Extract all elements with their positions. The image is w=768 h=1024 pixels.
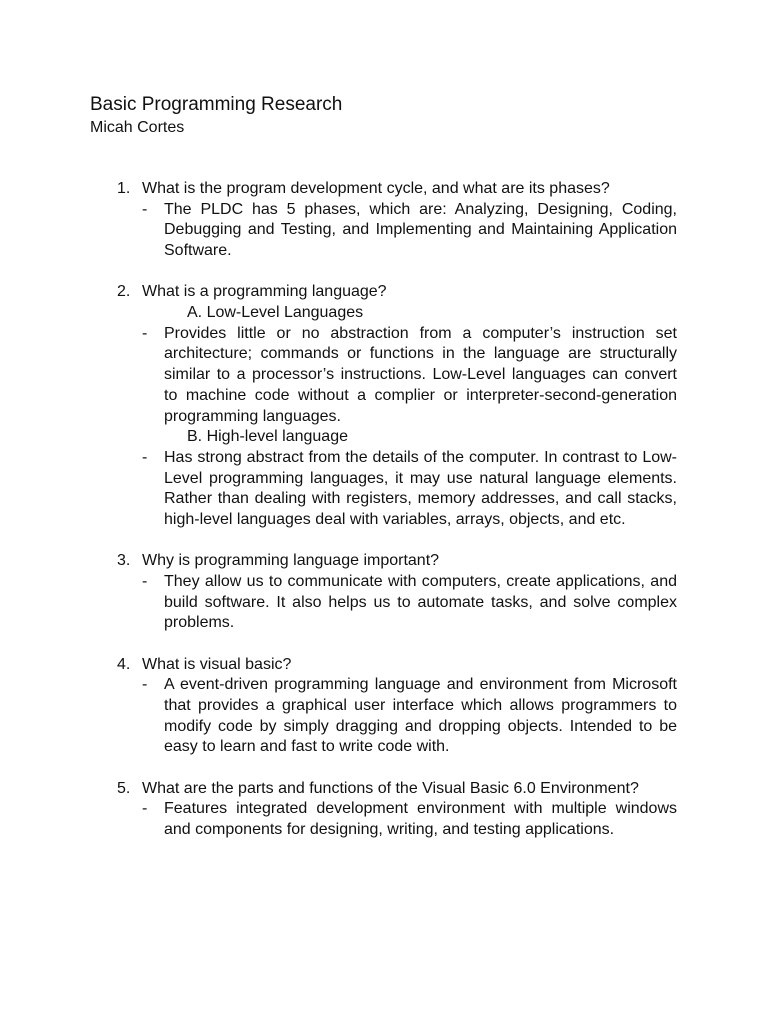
answer-high-level	[0, 448, 768, 531]
dash-bullet: -	[142, 200, 148, 218]
question-3	[0, 551, 768, 634]
question-2	[0, 282, 768, 530]
dash-bullet: -	[142, 676, 148, 694]
answer-text: The PLDC has 5 phases, which are: Analyzing, Designing, Coding, Debugging and Testing, and Implementing and Maintaining Application Software.	[164, 200, 677, 260]
answer	[0, 675, 768, 758]
answer-text: Provides little or no abstraction from a computer’s instruction set architecture; commands or functions in the language are structurally similar to a processor’s instructions. Low-Level languages can convert to machine code without a complier or interpreter-second-generation programming languages.	[164, 324, 677, 425]
answer	[0, 572, 768, 634]
question-5	[0, 779, 768, 841]
dash-bullet: -	[142, 800, 148, 818]
question-text: What is the program development cycle, and what are its phases?	[142, 180, 610, 197]
sub-heading-high-level: B. High-level language	[187, 428, 348, 446]
question-text: What are the parts and functions of the Visual Basic 6.0 Environment?	[142, 779, 639, 797]
answer-text: Has strong abstract from the details of the computer. In contrast to Low-Level programming languages, it may use natural language elements. Rather than dealing with registers, memory addresses, and call stacks, high-level languages deal with variables, arrays, objects, and etc.	[164, 448, 677, 529]
document-title: Basic Programming Research	[90, 94, 343, 115]
question-4	[0, 655, 768, 759]
answer-text: Features integrated development environment with multiple windows and components for designing, writing, and testing applications.	[164, 800, 677, 838]
dash-bullet: -	[142, 324, 148, 342]
question-text: What is visual basic?	[142, 655, 292, 673]
question-text: Why is programming language important?	[142, 552, 440, 570]
question-number: 3.	[117, 552, 131, 570]
sub-heading-low-level: A. Low-Level Languages	[187, 304, 364, 322]
question-list	[0, 179, 768, 861]
answer	[0, 799, 768, 840]
document-author: Micah Cortes	[90, 119, 185, 136]
question-1	[0, 179, 768, 262]
question-number: 2.	[117, 283, 131, 301]
question-number: 5.	[117, 779, 131, 797]
question-number: 4.	[117, 655, 131, 673]
answer-text: They allow us to communicate with computers, create applications, and build software. It also helps us to automate tasks, and solve complex problems.	[164, 572, 677, 632]
question-text: What is a programming language?	[142, 283, 387, 301]
dash-bullet: -	[142, 448, 148, 466]
answer-text: A event-driven programming language and environment from Microsoft that provides a graphical user interface which allows programmers to modify code by simply dragging and dropping objects. Intended to be easy to learn and fast to write code with.	[164, 676, 677, 756]
question-number: 1.	[117, 180, 131, 197]
dash-bullet: -	[142, 572, 148, 590]
answer-low-level	[0, 324, 768, 428]
answer	[0, 200, 768, 262]
